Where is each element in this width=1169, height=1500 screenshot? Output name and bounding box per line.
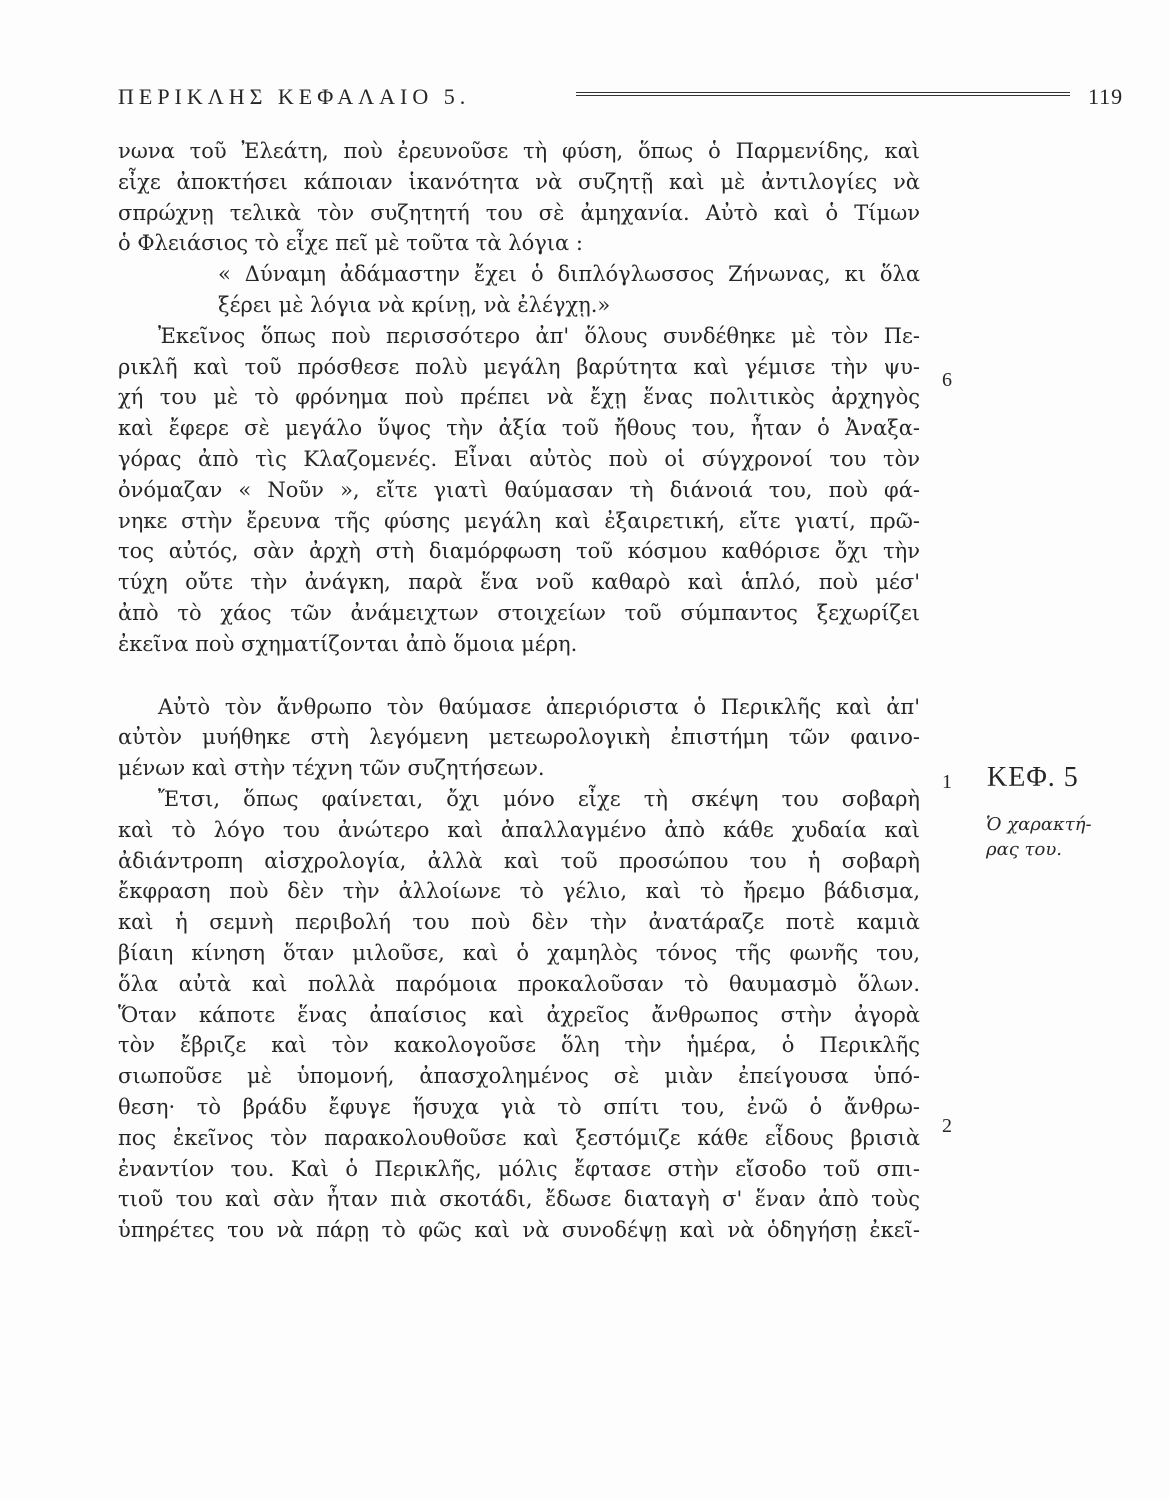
side-subheading-line: Ὁ χαρακτή- [986, 814, 1092, 835]
header-rule [576, 92, 1070, 96]
text-line: τύχη οὔτε τὴν ἀνάγκη, παρὰ ἕνα νοῦ καθαρὸ καὶ ἁπλό, ποὺ μέσ' [118, 570, 920, 595]
text-line: καὶ τὸ λόγο του ἀνώτερο καὶ ἀπαλλαγμένο ἀπὸ κάθε χυδαία καὶ [118, 817, 920, 842]
text-line: γόρας ἀπὸ τὶς Κλαζομενές. Εἶναι αὐτὸς ποὺ οἱ σύγχρονοί του τὸν [118, 446, 920, 471]
quote-line: ξέρει μὲ λόγια νὰ κρίνῃ, νὰ ἐλέγχῃ.» [218, 292, 611, 317]
text-line: πος ἐκεῖνος τὸν παρακολουθοῦσε καὶ ξεστόμιζε κάθε εἶδους βρισιὰ [118, 1125, 920, 1150]
margin-section-number: 2 [942, 1115, 952, 1137]
text-line: αὐτὸν μυήθηκε στὴ λεγόμενη μετεωρολογικὴ ἐπιστήμη τῶν φαινο- [118, 725, 920, 750]
chapter-side-subheading [986, 812, 1096, 862]
text-line: ἀπὸ τὸ χάος τῶν ἀνάμειχτων στοιχείων τοῦ σύμπαντος ξεχωρίζει [118, 600, 920, 625]
text-line: ὁ Φλειάσιος τὸ εἶχε πεῖ μὲ τοῦτα τὰ λόγια : [118, 231, 583, 256]
text-line: σπρώχνῃ τελικὰ τὸν συζητητή του σὲ ἀμηχανία. Αὐτὸ καὶ ὁ Τίμων [118, 200, 920, 225]
text-line: ἔκφραση ποὺ δὲν τὴν ἀλλοίωνε τὸ γέλιο, καὶ τὸ ἤρεμο βάδισμα, [118, 879, 920, 904]
text-line: καὶ ἔφερε σὲ μεγάλο ὕψος τὴν ἀξία τοῦ ἤθους του, ἦταν ὁ Ἀναξα- [118, 416, 920, 441]
margin-section-number: 6 [942, 369, 952, 391]
text-line: νηκε στὴν ἔρευνα τῆς φύσης μεγάλη καὶ ἐξαιρετική, εἴτε γιατί, πρῶ- [118, 508, 920, 533]
running-head: ΠΕΡΙΚΛΗΣ ΚΕΦΑΛΑΙΟ 5. [118, 84, 471, 109]
text-line: εἶχε ἀποκτήσει κάποιαν ἱκανότητα νὰ συζητῇ καὶ μὲ ἀντιλογίες νὰ [118, 169, 920, 194]
text-line: χή του μὲ τὸ φρόνημα ποὺ πρέπει νὰ ἔχῃ ἕνας πολιτικὸς ἀρχηγὸς [118, 385, 920, 410]
text-line: θεση· τὸ βράδυ ἔφυγε ἥσυχα γιὰ τὸ σπίτι του, ἐνῶ ὁ ἄνθρω- [118, 1094, 920, 1119]
text-line: ὀνόμαζαν « Νοῦν », εἴτε γιατὶ θαύμασαν τὴ διάνοιά του, ποὺ φά- [118, 477, 920, 502]
text-line: ἐκεῖνα ποὺ σχηματίζονται ἀπὸ ὅμοια μέρη. [118, 631, 578, 656]
text-line: καὶ ἡ σεμνὴ περιβολή του ποὺ δὲν τὴν ἀνατάραζε ποτὲ καμιὰ [118, 910, 920, 935]
text-line: σιωποῦσε μὲ ὑπομονή, ἀπασχολημένος σὲ μιὰν ἐπείγουσα ὑπό- [118, 1064, 920, 1089]
text-line: τος αὐτός, σὰν ἀρχὴ στὴ διαμόρφωση τοῦ κόσμου καθόρισε ὄχι τὴν [118, 539, 920, 564]
text-line: βίαιη κίνηση ὅταν μιλοῦσε, καὶ ὁ χαμηλὸς τόνος τῆς φωνῆς του, [118, 940, 920, 965]
body-text [118, 136, 920, 1246]
text-line: Ἔτσι, ὅπως φαίνεται, ὄχι μόνο εἶχε τὴ σκέψη του σοβαρὴ [158, 786, 920, 811]
text-line: Ὅταν κάποτε ἕνας ἀπαίσιος καὶ ἀχρεῖος ἄνθρωπος στὴν ἀγορὰ [118, 1002, 920, 1027]
text-line: ὑπηρέτες του νὰ πάρῃ τὸ φῶς καὶ νὰ συνοδέψῃ καὶ νὰ ὁδηγήσῃ ἐκεῖ- [118, 1218, 920, 1243]
text-line: τιοῦ του καὶ σὰν ἦταν πιὰ σκοτάδι, ἔδωσε διαταγὴ σ' ἕναν ἀπὸ τοὺς [118, 1187, 920, 1212]
text-line: ἀδιάντροπη αἰσχρολογία, ἀλλὰ καὶ τοῦ προσώπου του ἡ σοβαρὴ [118, 848, 920, 873]
text-line: νωνα τοῦ Ἐλεάτη, ποὺ ἐρευνοῦσε τὴ φύση, ὅπως ὁ Παρμενίδης, καὶ [118, 139, 920, 163]
text-line: τὸν ἔβριζε καὶ τὸν κακολογοῦσε ὅλη τὴν ἡμέρα, ὁ Περικλῆς [118, 1033, 920, 1058]
text-line: ὅλα αὐτὰ καὶ πολλὰ παρόμοια προκαλοῦσαν τὸ θαυμασμὸ ὅλων. [118, 971, 920, 996]
page-header [118, 84, 1128, 112]
text-line: ἐναντίον του. Καὶ ὁ Περικλῆς, μόλις ἔφτασε στὴν εἴσοδο τοῦ σπι- [118, 1156, 920, 1181]
paragraph-gap [118, 660, 920, 692]
text-line: μένων καὶ στὴν τέχνη τῶν συζητήσεων. [118, 756, 545, 781]
page-number: 119 [1088, 84, 1124, 109]
text-line: Ἐκεῖνος ὅπως ποὺ περισσότερο ἀπ' ὅλους συνδέθηκε μὲ τὸν Πε- [158, 323, 920, 348]
margin-section-number: 1 [942, 771, 952, 793]
chapter-side-heading: ΚΕΦ. 5 [987, 762, 1079, 793]
text-line: Αὐτὸ τὸν ἄνθρωπο τὸν θαύμασε ἀπεριόριστα ὁ Περικλῆς καὶ ἀπ' [158, 694, 920, 719]
quote-line: « Δύναμη ἀδάμαστην ἔχει ὁ διπλόγλωσσος Ζήνωνας, κι ὅλα [218, 262, 920, 287]
side-subheading-line: ρας του. [986, 839, 1062, 860]
text-line: ρικλῆ καὶ τοῦ πρόσθεσε πολὺ μεγάλη βαρύτητα καὶ γέμισε τὴν ψυ- [118, 354, 920, 379]
